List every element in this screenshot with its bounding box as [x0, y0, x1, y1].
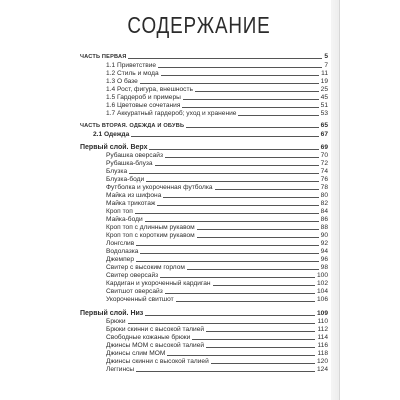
toc-page: 104 [316, 288, 328, 295]
leader-dots [186, 127, 318, 128]
toc-page: 114 [317, 334, 328, 341]
toc-item [106, 224, 328, 232]
toc-page: 88 [320, 224, 328, 231]
toc-item [106, 152, 328, 160]
toc-page: 19 [320, 78, 328, 85]
leader-dots [135, 213, 319, 214]
toc-page: 80 [320, 192, 328, 199]
toc-label: Первый слой. Верх [80, 144, 148, 151]
toc-page: 45 [320, 94, 328, 101]
toc-item [106, 86, 328, 94]
leader-dots [161, 75, 319, 76]
toc-label: Крoп топ с длинным рукавом [106, 224, 195, 231]
toc-label: Кардиган и укороченный кардиган [106, 280, 211, 287]
leader-dots [167, 355, 315, 356]
toc-page: 102 [316, 280, 328, 287]
toc-page: 94 [320, 248, 328, 255]
toc-item [106, 216, 328, 224]
toc-page: 116 [317, 342, 328, 349]
toc-page: 25 [320, 86, 328, 93]
toc-page: 112 [317, 326, 328, 333]
toc-label: 1.1 Приветствие [106, 62, 157, 69]
toc-page: 65 [320, 122, 328, 129]
toc-page: 98 [320, 264, 328, 271]
leader-dots [155, 165, 319, 166]
toc-item [106, 184, 328, 192]
leader-dots [140, 253, 318, 254]
leader-dots [187, 269, 319, 270]
leader-dots [176, 301, 315, 302]
toc-page: 53 [320, 110, 328, 117]
toc-label: Джемпер [106, 256, 134, 263]
toc-label: Джинсы МОМ с высокой талией [106, 342, 205, 349]
leader-dots [192, 339, 315, 340]
toc-item [106, 94, 328, 102]
toc-item [106, 62, 328, 70]
toc-label: Укороченный свитшот [106, 296, 174, 303]
leader-dots [149, 149, 318, 150]
toc-item [106, 208, 328, 216]
toc-page: 118 [317, 350, 328, 357]
toc-label: 1.7 Аккуратный гардероб; уход и хранение [106, 110, 237, 117]
toc-label: Брюки [106, 318, 126, 325]
toc-label: 1.3 О базе [106, 78, 138, 85]
leader-dots [160, 277, 315, 278]
toc-label: Рубашка оверсайз [106, 152, 163, 159]
toc-label: Свитер оверсайз [106, 272, 159, 279]
toc-label: Первый слой. Низ [80, 310, 144, 317]
toc-item [106, 176, 328, 184]
toc-page: 82 [320, 200, 328, 207]
toc-page: 124 [316, 366, 328, 373]
toc-label: Леггинсы [106, 366, 135, 373]
toc-group-heading [80, 144, 328, 152]
toc-label: Водолазка [106, 248, 139, 255]
leader-dots [195, 91, 319, 92]
toc-item [106, 192, 328, 200]
leader-dots [206, 347, 315, 348]
toc-part-heading [80, 53, 328, 61]
toc-item [106, 232, 328, 240]
toc-label: Блузка [106, 168, 128, 175]
leader-dots [206, 331, 315, 332]
toc-item [106, 296, 328, 304]
toc-item [106, 326, 328, 334]
toc-page: 69 [320, 144, 328, 151]
toc-label: 1.2 Стиль и мода [106, 70, 159, 77]
toc-label: Рубашка-блуза [106, 160, 153, 167]
toc-page: 74 [320, 168, 328, 175]
toc-item [106, 102, 328, 110]
toc-page: 5 [324, 53, 328, 60]
toc-label: Футболка и укороченная футболка [106, 184, 213, 191]
toc-label: 1.4 Рост, фигура, внешность [106, 86, 193, 93]
toc-item [106, 248, 328, 256]
toc-label: Крoп топ с коротким рукавом [106, 232, 195, 239]
toc-item [106, 78, 328, 86]
toc-label: ЧАСТЬ ВТОРАЯ. ОДЕЖДА И ОБУВЬ [80, 123, 185, 129]
leader-dots [238, 115, 318, 116]
leader-dots [165, 293, 315, 294]
toc-item [106, 334, 328, 342]
toc-label: Майка из шифона [106, 192, 162, 199]
toc-page: 67 [320, 131, 328, 138]
toc-label: Брюки скинни с высокой талией [106, 326, 205, 333]
toc-page: 90 [320, 232, 328, 239]
leader-dots [136, 371, 315, 372]
toc-page: 110 [317, 318, 328, 325]
toc-item [106, 366, 328, 374]
leader-dots [136, 245, 318, 246]
toc-label: Майка трикотаж [106, 200, 156, 207]
toc-item [106, 70, 328, 78]
toc-label: Лонгслив [106, 240, 135, 247]
toc-item [106, 350, 328, 358]
toc-item [106, 240, 328, 248]
page-title: СОДЕРЖАНИЕ [127, 12, 271, 38]
leader-dots [146, 181, 319, 182]
leader-dots [128, 323, 316, 324]
toc-page: 76 [320, 176, 328, 183]
toc-page: 96 [320, 256, 328, 263]
page-edge [339, 0, 340, 400]
leader-dots [197, 229, 319, 230]
toc-label: Крoп топ [106, 208, 133, 215]
toc-item [106, 318, 328, 326]
leader-dots [128, 58, 322, 59]
leader-dots [183, 99, 319, 100]
leader-dots [158, 67, 322, 68]
toc-section [93, 131, 328, 139]
toc-label: Блузка-боди [106, 176, 145, 183]
leader-dots [163, 197, 318, 198]
leader-dots [213, 285, 315, 286]
leader-dots [182, 107, 318, 108]
toc-page: 109 [316, 310, 328, 317]
toc-page: 72 [320, 160, 328, 167]
toc-part-heading [80, 122, 328, 130]
toc-item [106, 272, 328, 280]
toc-item [106, 288, 328, 296]
leader-dots [129, 173, 319, 174]
toc-label: 2.1 Одежда [93, 131, 130, 138]
toc-label: 1.5 Гардероб и примеры [106, 94, 181, 101]
toc-page: 106 [316, 296, 328, 303]
toc-label: Джинсы скинни с высокой талией [106, 358, 209, 365]
toc-item [106, 342, 328, 350]
toc-page: 84 [320, 208, 328, 215]
toc-item [106, 110, 328, 118]
leader-dots [215, 189, 319, 190]
toc-group-heading [80, 310, 328, 318]
toc-page: 7 [324, 62, 328, 69]
leader-dots [131, 136, 318, 137]
toc-page: 100 [316, 272, 328, 279]
toc-item [106, 168, 328, 176]
toc-label: ЧАСТЬ ПЕРВАЯ [80, 54, 127, 60]
toc-page: 92 [320, 240, 328, 247]
toc-label: Свитшот оверсайз [106, 288, 163, 295]
toc-page: 51 [320, 102, 328, 109]
leader-dots [211, 363, 315, 364]
toc-item [106, 264, 328, 272]
toc-item [106, 160, 328, 168]
leader-dots [145, 221, 319, 222]
toc-item [106, 358, 328, 366]
toc-page: 11 [321, 70, 328, 77]
leader-dots [157, 205, 318, 206]
leader-dots [197, 237, 319, 238]
leader-dots [140, 83, 319, 84]
toc-page: 86 [320, 216, 328, 223]
toc-page: 120 [316, 358, 328, 365]
toc-label: 1.6 Цветовые сочетания [106, 102, 181, 109]
toc-label: Свободные кожаные брюки [106, 334, 191, 341]
toc-item [106, 256, 328, 264]
toc-label: Свитер с высоким горлом [106, 264, 185, 271]
leader-dots [165, 157, 319, 158]
toc-label: Джинсы слим МОМ [106, 350, 166, 357]
leader-dots [136, 261, 319, 262]
toc-item [106, 200, 328, 208]
toc-item [106, 280, 328, 288]
leader-dots [145, 315, 315, 316]
toc-page: 70 [320, 152, 328, 159]
toc-label: Майка-боди [106, 216, 143, 223]
toc-page: 78 [320, 184, 328, 191]
